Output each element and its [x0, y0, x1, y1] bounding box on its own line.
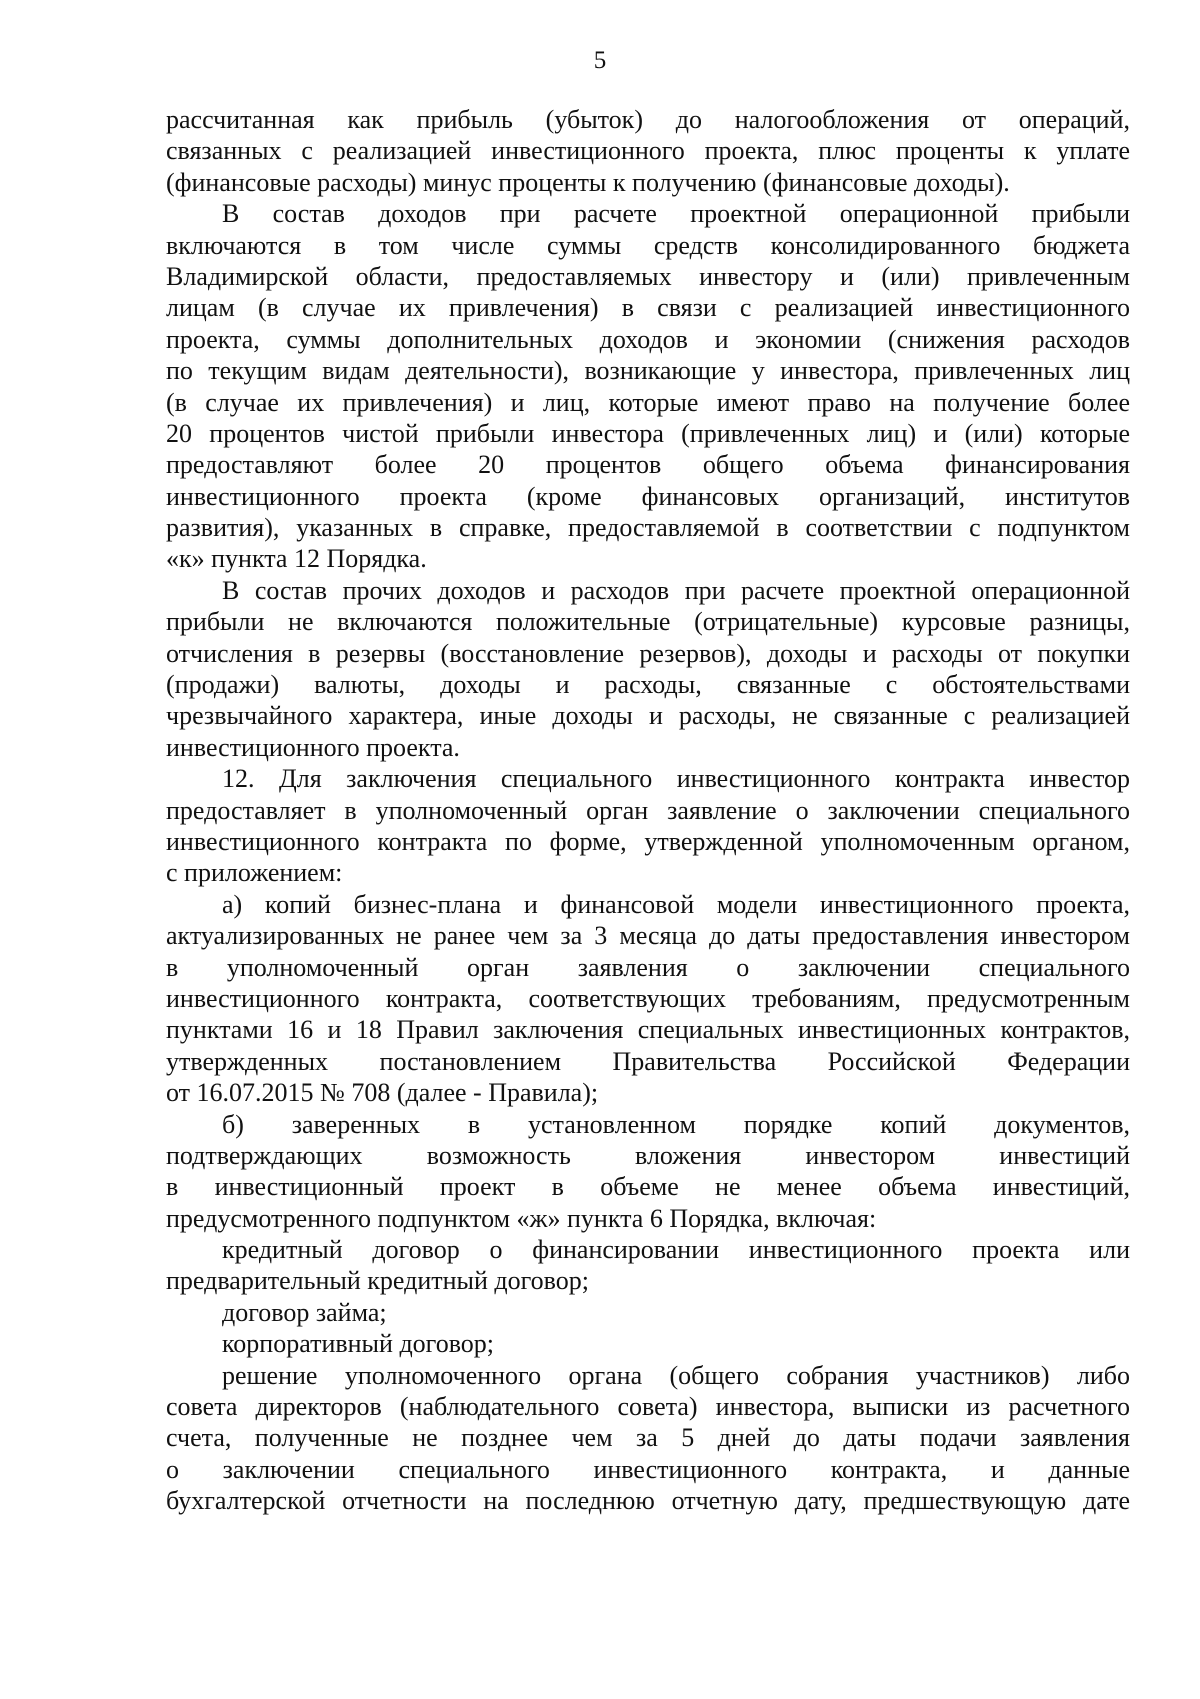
text-line: корпоративный договор; [222, 1329, 495, 1359]
text-line: рассчитанная как прибыль (убыток) до налогообложения от операций, [166, 105, 1130, 134]
text-line: лицам (в случае их привлечения) в связи с реализацией инвестиционного [166, 293, 1130, 323]
text-line: развития), указанных в справке, предоставляемой в соответствии с подпунктом [166, 513, 1130, 543]
text-line: инвестиционного контракта по форме, утвержденной уполномоченным органом, [166, 826, 1130, 856]
text-line: инвестиционного контракта, соответствующих требованиям, предусмотренным [166, 983, 1130, 1013]
text-line: пунктами 16 и 18 Правил заключения специальных инвестиционных контрактов, [166, 1015, 1130, 1045]
text-line: инвестиционного проекта (кроме финансовых организаций, институтов [166, 481, 1130, 511]
text-line: подтверждающих возможность вложения инвестором инвестиций [166, 1140, 1130, 1170]
text-line: с приложением: [166, 858, 343, 888]
text-line: в уполномоченный орган заявления о заключении специального [166, 952, 1130, 982]
document-body [166, 104, 1130, 1517]
text-line: утвержденных постановлением Правительства Российской Федерации [166, 1046, 1130, 1076]
text-line: б) заверенных в установленном порядке копий документов, [222, 1109, 1130, 1139]
text-line: 20 процентов чистой прибыли инвестора (привлеченных лиц) и (или) которые [166, 418, 1130, 448]
text-line: инвестиционного проекта. [166, 732, 460, 762]
text-line: счета, полученные не позднее чем за 5 дней до даты подачи заявления [166, 1423, 1130, 1453]
text-line: В состав прочих доходов и расходов при расчете проектной операционной [222, 575, 1130, 605]
text-line: совета директоров (наблюдательного совета) инвестора, выписки из расчетного [166, 1392, 1130, 1422]
text-line: о заключении специального инвестиционного контракта, и данные [166, 1454, 1130, 1484]
text-line: а) копий бизнес-плана и финансовой модели инвестиционного проекта, [222, 889, 1130, 919]
text-line: кредитный договор о финансировании инвестиционного проекта или [222, 1235, 1130, 1265]
text-line: договор займа; [222, 1297, 387, 1327]
text-line: включаются в том числе суммы средств консолидированного бюджета [166, 230, 1130, 260]
text-line: решение уполномоченного органа (общего собрания участников) либо [222, 1360, 1130, 1390]
text-line: проекта, суммы дополнительных доходов и экономии (снижения расходов [166, 324, 1130, 354]
page-number: 5 [593, 47, 607, 74]
text-line: связанных с реализацией инвестиционного проекта, плюс проценты к уплате [166, 136, 1130, 166]
text-line: чрезвычайного характера, иные доходы и расходы, не связанные с реализацией [166, 701, 1130, 731]
text-line: В состав доходов при расчете проектной операционной прибыли [222, 199, 1130, 229]
text-line: предоставляет в уполномоченный орган заявление о заключении специального [166, 795, 1130, 825]
text-line: бухгалтерской отчетности на последнюю отчетную дату, предшествующую дате [166, 1486, 1130, 1516]
text-line: предоставляют более 20 процентов общего объема финансирования [166, 450, 1130, 480]
text-line: актуализированных не ранее чем за 3 месяца до даты предоставления инвестором [166, 921, 1130, 951]
text-line: по текущим видам деятельности), возникающие у инвестора, привлеченных лиц [166, 356, 1130, 386]
text-line: от 16.07.2015 № 708 (далее - Правила); [166, 1078, 599, 1108]
text-line: «к» пункта 12 Порядка. [166, 544, 427, 574]
text-line: отчисления в резервы (восстановление резервов), доходы и расходы от покупки [166, 638, 1130, 668]
text-line: предусмотренного подпунктом «ж» пункта 6 Порядка, включая: [166, 1203, 877, 1233]
text-line: (в случае их привлечения) и лиц, которые имеют право на получение более [166, 387, 1130, 417]
text-line: (финансовые расходы) минус проценты к получению (финансовые доходы). [166, 167, 1010, 197]
text-line: 12. Для заключения специального инвестиционного контракта инвестор [222, 764, 1130, 794]
text-line: Владимирской области, предоставляемых инвестору и (или) привлеченным [166, 261, 1130, 291]
text-line: предварительный кредитный договор; [166, 1266, 589, 1296]
text-line: в инвестиционный проект в объеме не менее объема инвестиций, [166, 1172, 1130, 1202]
text-line: (продажи) валюты, доходы и расходы, связанные с обстоятельствами [166, 670, 1130, 700]
text-line: прибыли не включаются положительные (отрицательные) курсовые разницы, [166, 607, 1130, 637]
